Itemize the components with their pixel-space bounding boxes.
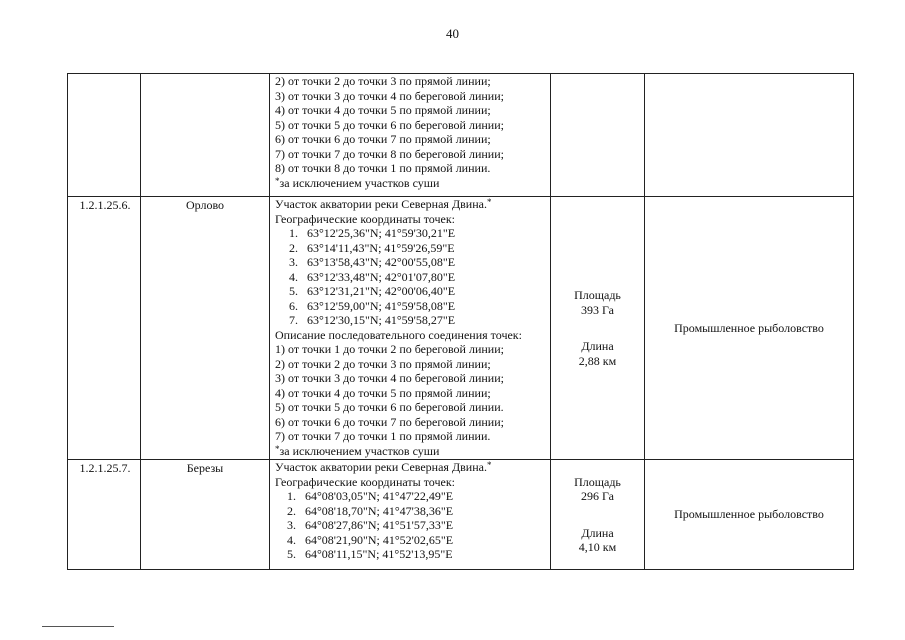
connection-heading: Описание последовательного соединения точек: [275, 327, 522, 342]
table-row-continuation [68, 74, 854, 197]
connection-line: 5) от точки 5 до точки 6 по береговой линии. [275, 400, 504, 414]
cell-name [141, 74, 270, 197]
area-title: Участок акватории реки Северная Двина.* [275, 197, 492, 211]
footnote-mark: * [275, 443, 280, 454]
footnote-text: за исключением участков суши [279, 175, 440, 190]
cell-id: 1.2.1.25.6. [68, 197, 141, 460]
footnote-mark: * [486, 197, 492, 207]
connection-line: 6) от точки 6 до точки 7 по прямой линии; [275, 132, 491, 146]
length-value: 2,88 км [578, 353, 617, 368]
cell-area [551, 197, 645, 460]
connection-line: 2) от точки 2 до точки 3 по прямой линии; [275, 356, 491, 371]
length-value: 4,10 км [578, 540, 617, 554]
coordinate-point: 1. 63°12'25,36"N; 41°59'30,21"E [289, 226, 456, 240]
area-value: 296 Га [581, 489, 614, 503]
coordinate-point: 4. 64°08'21,90"N; 41°52'02,65"E [287, 532, 454, 547]
area-value: 393 Га [581, 302, 614, 317]
coordinate-point: 4. 63°12'33,48"N; 42°01'07,80"E [289, 269, 456, 284]
coords-heading: Географические координаты точек: [275, 474, 455, 489]
cell-description [270, 197, 551, 460]
area-label: Площадь [574, 288, 621, 302]
area-label: Площадь [574, 474, 621, 489]
footnote-mark: * [486, 460, 492, 470]
connection-line: 7) от точки 7 до точки 8 по береговой линии; [275, 146, 504, 161]
coordinate-point: 3. 63°13'58,43"N; 42°00'55,08"E [289, 255, 456, 269]
cell-use: Промышленное рыболовство [645, 197, 854, 460]
coordinate-point: 2. 63°14'11,43"N; 41°59'26,59"E [289, 240, 455, 255]
connection-line: 4) от точки 4 до точки 5 по прямой линии; [275, 103, 491, 117]
footnote-text: за исключением участков суши [279, 443, 440, 458]
cell-id [68, 74, 141, 197]
connection-line: 7) от точки 7 до точки 1 по прямой линии. [275, 429, 491, 443]
coordinate-point: 2. 64°08'18,70"N; 41°47'38,36"E [287, 503, 454, 518]
coords-heading: Географические координаты точек: [275, 211, 455, 226]
connection-line: 3) от точки 3 до точки 4 по береговой линии; [275, 371, 504, 385]
cell-name: Орлово [141, 197, 270, 460]
area-title: Участок акватории реки Северная Двина.* [275, 460, 492, 474]
length-label: Длина [581, 525, 614, 540]
connection-line: 6) от точки 6 до точки 7 по береговой линии; [275, 414, 504, 429]
footnote-divider [42, 626, 114, 627]
cell-use: Промышленное рыболовство [645, 460, 854, 570]
cell-id: 1.2.1.25.7. [68, 460, 141, 570]
coordinate-point: 1. 64°08'03,05"N; 41°47'22,49"E [287, 489, 454, 503]
cell-use [645, 74, 854, 197]
connection-line: 5) от точки 5 до точки 6 по береговой линии; [275, 117, 504, 132]
footnote-line [275, 176, 547, 191]
coordinate-point: 5. 63°12'31,21"N; 42°00'06,40"E [289, 284, 456, 298]
fishing-areas-table [67, 73, 854, 570]
footnote-mark: * [275, 175, 280, 186]
cell-description [270, 74, 551, 197]
connection-line: 4) от точки 4 до точки 5 по прямой линии; [275, 385, 491, 400]
cell-description [270, 460, 551, 570]
table-row-berezy [68, 460, 854, 570]
cell-name: Березы [141, 460, 270, 570]
coordinate-point: 7. 63°12'30,15"N; 41°59'58,27"E [289, 313, 456, 327]
connection-line: 1) от точки 1 до точки 2 по береговой линии; [275, 342, 504, 356]
length-label: Длина [581, 339, 614, 353]
connection-line: 3) от точки 3 до точки 4 по береговой линии; [275, 88, 504, 103]
coordinate-point: 5. 64°08'11,15"N; 41°52'13,95"E [287, 547, 453, 561]
cell-area [551, 460, 645, 570]
connection-line: 2) от точки 2 до точки 3 по прямой линии; [275, 74, 491, 88]
table-row-orlovo [68, 197, 854, 460]
cell-area [551, 74, 645, 197]
connection-line: 8) от точки 8 до точки 1 по прямой линии. [275, 161, 491, 175]
coordinate-point: 6. 63°12'59,00"N; 41°59'58,08"E [289, 298, 456, 313]
coordinate-point: 3. 64°08'27,86"N; 41°51'57,33"E [287, 518, 454, 532]
footnote-line [275, 444, 547, 459]
page-number: 40 [446, 26, 459, 41]
